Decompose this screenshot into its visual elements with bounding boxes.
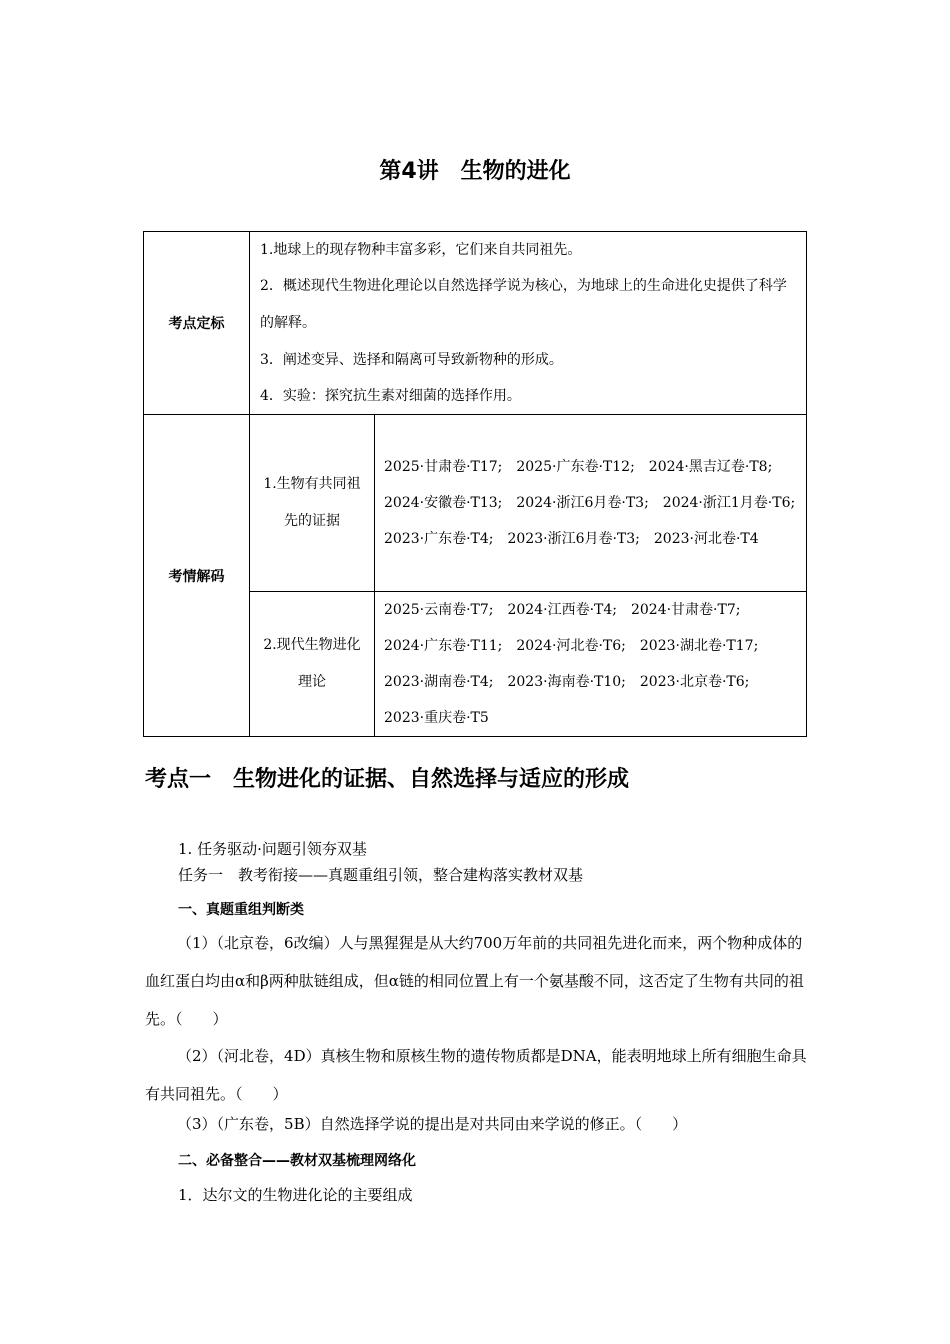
question-2: （2）（河北卷，4D）真核生物和原核生物的遗传物质都是DNA，能表明地球上所有细胞生命具有共同祖先。（ ） bbox=[145, 1047, 807, 1103]
item-one-heading: 1．达尔文的生物进化论的主要组成 bbox=[178, 1186, 413, 1204]
ref-line: 2024·广东卷·T11; 2024·河北卷·T6; 2023·湖北卷·T17; bbox=[384, 638, 759, 654]
section-title: 考点一 生物进化的证据、自然选择与适应的形成 bbox=[145, 767, 630, 792]
refs-cell bbox=[375, 592, 807, 737]
goal-item: 4．实验：探究抗生素对细菌的选择作用。 bbox=[260, 388, 521, 404]
goals-cell bbox=[250, 232, 807, 415]
goal-item: 3．阐述变异、选择和隔离可导致新物种的形成。 bbox=[260, 352, 563, 368]
ref-line: 2023·湖南卷·T4; 2023·海南卷·T10; 2023·北京卷·T6; bbox=[384, 674, 750, 690]
part-two-heading: 二、必备整合——教材双基梳理网络化 bbox=[178, 1153, 416, 1169]
ref-line: 2025·云南卷·T7; 2024·江西卷·T4; 2024·甘肃卷·T7; bbox=[384, 602, 741, 618]
decode-label: 考情解码 bbox=[144, 415, 250, 737]
goals-label: 考点定标 bbox=[144, 232, 250, 415]
decode-row-1 bbox=[144, 415, 807, 592]
topic-cell: 2.现代生物进化理论 bbox=[250, 592, 375, 737]
goal-item: 2．概述现代生物进化理论以自然选择学说为核心，为地球上的生命进化史提供了科学的解释。 bbox=[260, 278, 787, 331]
refs-cell bbox=[375, 415, 807, 592]
ref-line: 2024·安徽卷·T13; 2024·浙江6月卷·T3; 2024·浙江1月卷·T6; bbox=[384, 495, 796, 511]
question-1: （1）（北京卷，6改编）人与黑猩猩是从大约700万年前的共同祖先进化而来，两个物种成体的血红蛋白均由α和β两种肽链组成，但α链的相同位置上有一个氨基酸不同，这否定了生物有共同的祖先。（ ） bbox=[145, 934, 804, 1028]
goal-item: 1.地球上的现存物种丰富多彩，它们来自共同祖先。 bbox=[260, 242, 582, 258]
question-3: （3）（广东卷，5B）自然选择学说的提出是对共同由来学说的修正。（ ） bbox=[177, 1115, 688, 1133]
part-one-heading: 一、真题重组判断类 bbox=[178, 902, 304, 918]
task-drive-heading: 1. 任务驱动·问题引领夯双基 bbox=[178, 840, 367, 858]
ref-line: 2025·甘肃卷·T17; 2025·广东卷·T12; 2024·黑吉辽卷·T8; bbox=[384, 459, 773, 475]
ref-line: 2023·重庆卷·T5 bbox=[384, 710, 489, 726]
goals-row bbox=[144, 232, 807, 415]
task-one-heading: 任务一 教考衔接——真题重组引领，整合建构落实教材双基 bbox=[178, 866, 584, 884]
ref-line: 2023·广东卷·T4; 2023·浙江6月卷·T3; 2023·河北卷·T4 bbox=[384, 531, 759, 547]
page-title: 第4讲 生物的进化 bbox=[379, 159, 571, 184]
exam-info-table bbox=[143, 231, 807, 737]
topic-cell: 1.生物有共同祖先的证据 bbox=[250, 415, 375, 592]
